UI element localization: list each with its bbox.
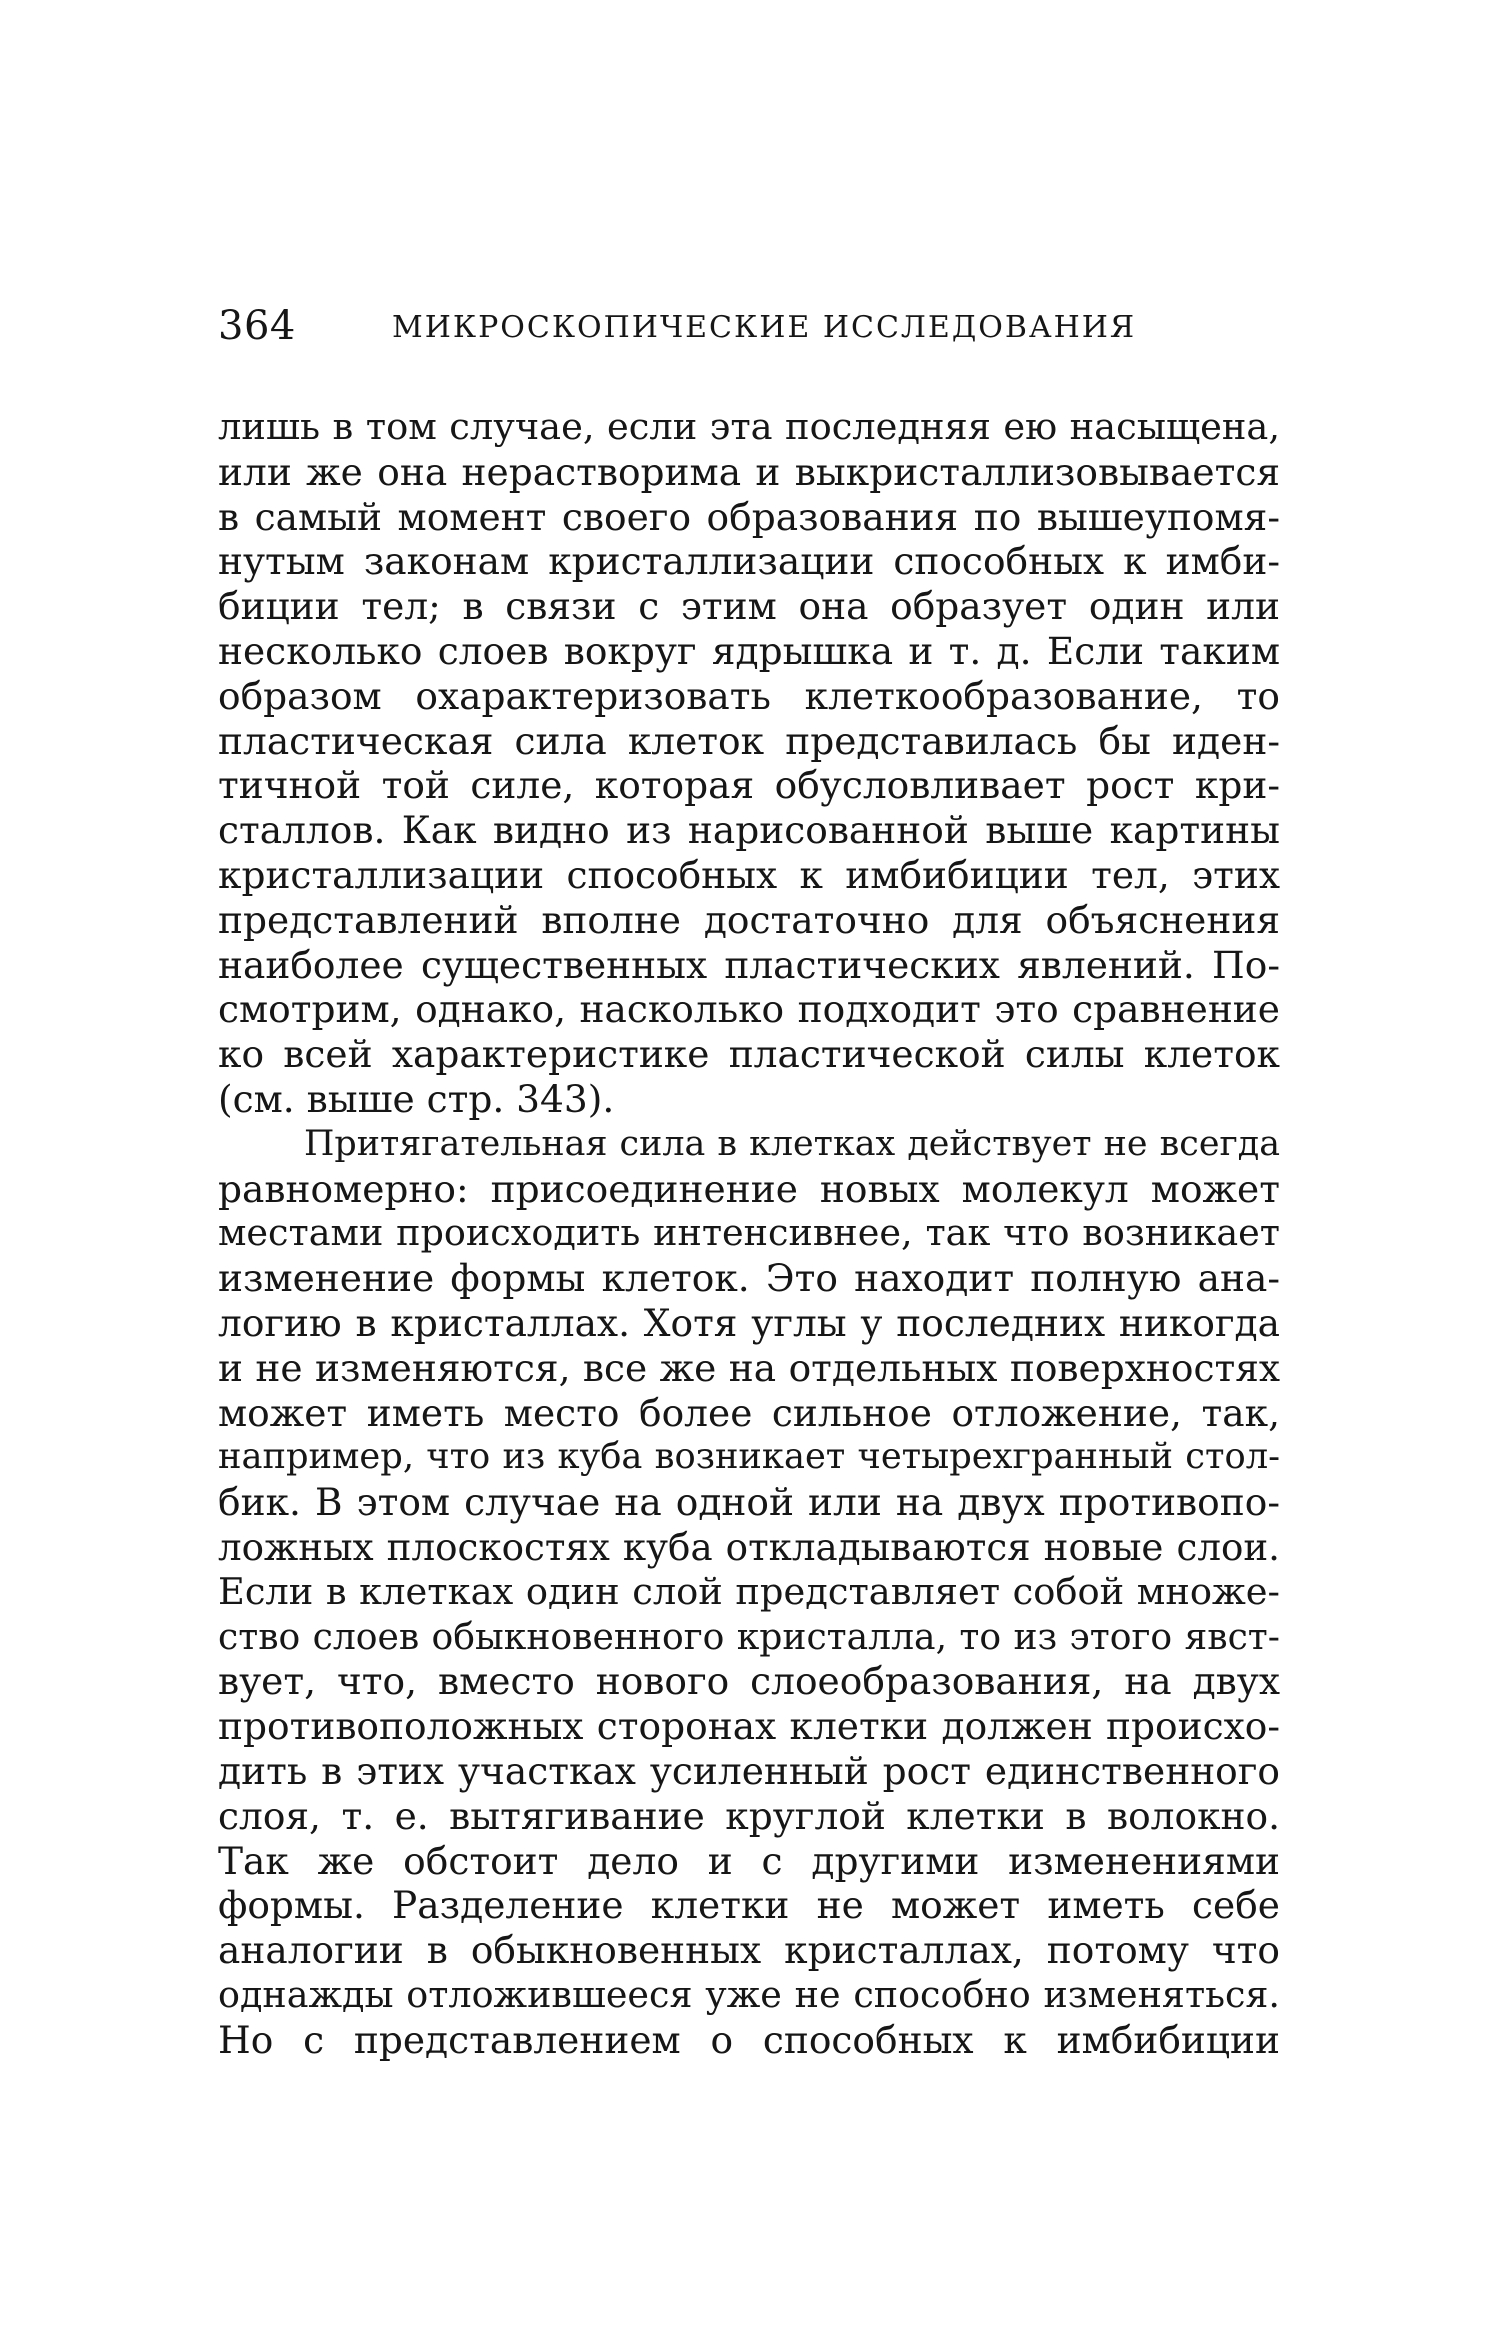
text-line: дить в этих участках усиленный рост единственного	[218, 1748, 1280, 1793]
text-line: например, что из куба возникает четырехгранный стол-	[218, 1436, 1280, 1478]
text-line: ложных плоскостях куба откладываются новые слои.	[218, 1524, 1280, 1569]
text-line: местами происходить интенсивнее, так что возникает	[218, 1211, 1280, 1255]
text-line: противоположных сторонах клетки должен происхо-	[218, 1704, 1280, 1749]
text-line: смотрим, однако, насколько подходит это сравнение	[218, 987, 1280, 1032]
text-line: нутым законам кристаллизации способных к имби-	[218, 539, 1280, 584]
text-line: может иметь место более сильное отложение, так,	[218, 1390, 1280, 1435]
text-line: вует, что, вместо нового слоеобразования, на двух	[218, 1659, 1280, 1704]
text-line: представлений вполне достаточно для объяснения	[218, 897, 1280, 942]
text-line: кристаллизации способных к имбибиции тел, этих	[218, 852, 1280, 897]
text-line: Так же обстоит дело и с другими изменениями	[218, 1838, 1280, 1883]
text-line: или же она нерастворима и выкристаллизовывается	[218, 449, 1280, 494]
text-line: в самый момент своего образования по вышеупомя-	[218, 494, 1280, 539]
page-number: 364	[218, 303, 296, 349]
text-line: аналогии в обыкновенных кристаллах, потому что	[218, 1928, 1280, 1973]
text-line: Но с представлением о способных к имбибиции	[218, 2017, 1280, 2062]
text-line: равномерно: присоединение новых молекул может	[218, 1166, 1280, 1211]
text-line: бик. В этом случае на одной или на двух противопо-	[218, 1480, 1280, 1525]
text-line: образом охарактеризовать клеткообразование, то	[218, 673, 1280, 718]
text-line: Притягательная сила в клетках действует не всегда	[304, 1123, 1280, 1164]
text-line: логию в кристаллах. Хотя углы у последних никогда	[218, 1300, 1280, 1345]
chapter-title: МИКРОСКОПИЧЕСКИЕ ИССЛЕДОВАНИЯ	[392, 310, 1137, 345]
text-line: сталлов. Как видно из нарисованной выше картины	[218, 808, 1280, 853]
text-line: несколько слоев вокруг ядрышка и т. д. Если таким	[218, 628, 1280, 673]
text-line: лишь в том случае, если эта последняя ею насыщена,	[218, 405, 1280, 448]
text-line: ко всей характеристике пластической силы клеток	[218, 1032, 1280, 1077]
text-line: пластическая сила клеток представилась бы иден-	[218, 718, 1280, 763]
body-text	[218, 405, 1280, 2062]
text-line: Если в клетках один слой представляет собой множе-	[218, 1569, 1280, 1613]
text-line: изменение формы клеток. Это находит полную ана-	[218, 1256, 1280, 1301]
text-line: формы. Разделение клетки не может иметь себе	[218, 1883, 1280, 1928]
text-line: наиболее существенных пластических явлений. По-	[218, 942, 1280, 987]
text-line: слоя, т. е. вытягивание круглой клетки в волокно.	[218, 1793, 1280, 1838]
text-line: ство слоев обыкновенного кристалла, то из этого явст-	[218, 1614, 1280, 1658]
text-line: тичной той силе, которая обусловливает рост кри-	[218, 763, 1280, 808]
text-line: (см. выше стр. 343).	[218, 1076, 615, 1121]
running-head	[218, 302, 1308, 350]
text-line: биции тел; в связи с этим она образует один или	[218, 584, 1280, 629]
text-line: однажды отложившееся уже не способно изменяться.	[218, 1972, 1280, 2016]
text-line: и не изменяются, все же на отдельных поверхностях	[218, 1345, 1280, 1390]
